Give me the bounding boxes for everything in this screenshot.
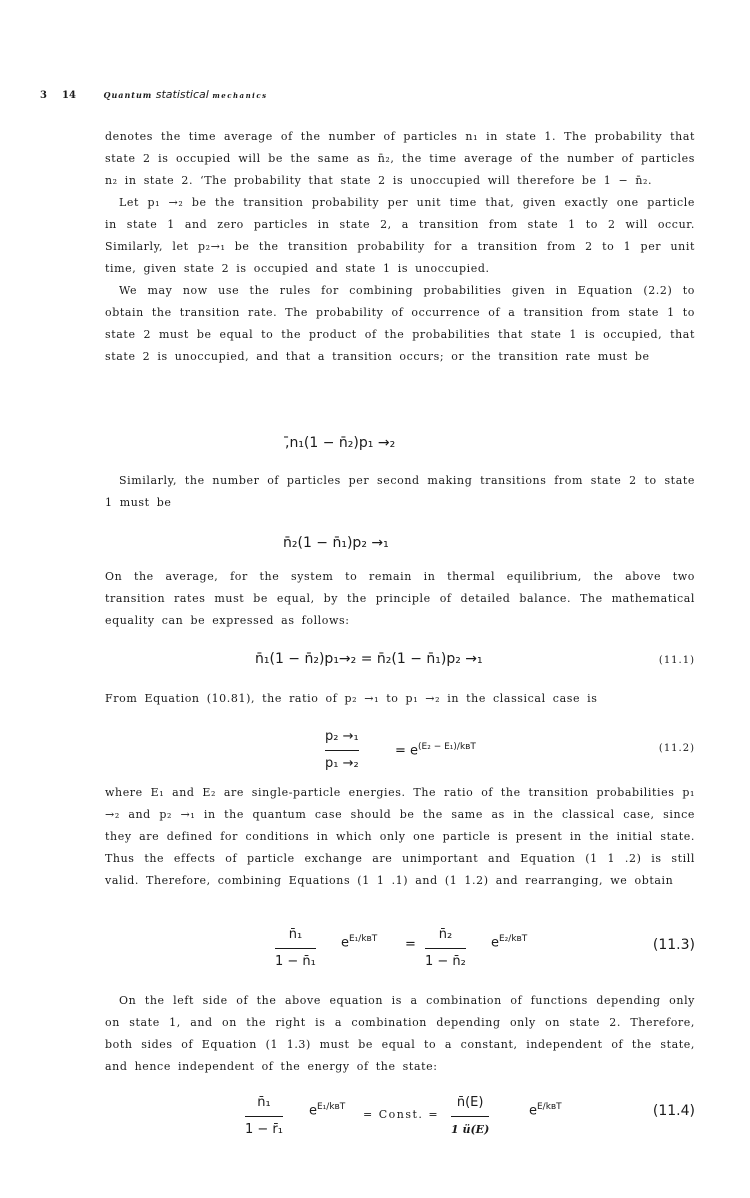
equation-11-2-numerator: p₂ →₁ <box>325 729 359 744</box>
body-text-3 <box>105 566 695 632</box>
equation-11-2-number: (11.2) <box>658 743 695 754</box>
paragraph-7: where E₁ and E₂ are single-particle energies. The ratio of the transition probabilities p₁ →₂ and p₂ →₁ in the quantum case should be the same as in the classical case, since they are defined for conditions in which only one particle is present in the initial state. Thus the effects of particle exchange are unimportant and Equation (1 1 .2) is still valid. Therefore, combining Equations (1 1 .1) and (1 1.2) and rearranging, we obtain <box>105 786 695 887</box>
equation-11-4-const: = Const. = <box>363 1108 440 1121</box>
equation-11-4-left-exp: $e^{E_1/kʙT}$ <box>309 1102 346 1119</box>
body-text-4 <box>105 688 695 710</box>
equation-11-2-fraction <box>325 726 359 775</box>
equation-11-2-rhs: = $e^{(E_2 - E_1)/kʙT}$ <box>395 742 476 759</box>
paragraph-4: Similarly, the number of particles per second making transitions from state 2 to state 1 must be <box>105 474 695 509</box>
header-title-statistical: statistical <box>155 88 209 101</box>
paragraph-5: On the average, for the system to remain in thermal equilibrium, the above two transition rates must be equal, by the principle of detailed balance. The mathematical equality can be expressed as follows: <box>105 570 695 627</box>
paragraph-6: From Equation (10.81), the ratio of p₂ →₁ to p₁ →₂ in the classical case is <box>105 692 598 705</box>
equation-11-4-right-exp: $e^{E/kʙT}$ <box>529 1102 562 1119</box>
paragraph-1: denotes the time average of the number of particles n₁ in state 1. The probability that state 2 is occupied will be the same as n̄₂, the time average of the number of particles n₂ in state 2. ‘The probability that state 2 is unoccupied will therefore be 1 − n̄₂. <box>105 130 695 187</box>
equation-11-3-block <box>105 920 695 976</box>
body-text-2 <box>105 470 695 514</box>
equation-11-3-left-fraction: n̄₁ 1 − n̄₁ <box>275 927 316 969</box>
paragraph-8: On the left side of the above equation is a combination of functions depending only on state 1, and on the right is a combination depending only on state 2. Therefore, both sides of Equation (1 1.3) must be equal to a constant, independent of the state, and hence independent of the energy of the state: <box>105 994 695 1073</box>
header-title-quantum: Quantum <box>103 90 153 100</box>
equation-11-3-number: (11.3) <box>652 937 695 953</box>
paragraph-2: Let p₁ →₂ be the transition probability per unit time that, given exactly one particle in state 1 and zero particles in state 2, a transition from state 1 to 2 will occur. Similarly, let p₂→₁ be the transition probability for a transition from 2 to 1 per unit time, given state 2 is occupied and state 1 is unoccupied. <box>105 196 695 275</box>
equation-11-2-block <box>105 722 695 772</box>
equation-rate-12: ,̄n₁(1 − n̄₂)p₁ →₂ <box>285 435 396 451</box>
page-number-b: 14 <box>62 90 76 101</box>
equation-11-3-equals: = <box>405 937 416 952</box>
running-header <box>40 88 268 101</box>
equation-rate-21-block <box>105 526 695 560</box>
equation-11-4-block <box>105 1088 695 1148</box>
page-number: 3 <box>40 90 47 101</box>
header-title-mechanics: mechanics <box>212 91 268 100</box>
equation-rate-12-block <box>105 426 695 460</box>
equation-11-1: n̄₁(1 − n̄₂)p₁→₂ = n̄₂(1 − n̄₁)p₂ →₁ <box>255 651 483 667</box>
equation-11-3-right-exp: $e^{E_2/kʙT}$ <box>491 934 528 951</box>
body-text <box>105 126 695 368</box>
equation-11-3-left-exp: $e^{E_1/kʙT}$ <box>341 934 378 951</box>
paragraph-3: We may now use the rules for combining probabilities given in Equation (2.2) to obtain the transition rate. The probability of occurrence of a transition from state 1 to state 2 must be equal to the product of the probabilities that state 1 is occupied, that state 2 is unoccupied, and that a transition occurs; or the transition rate must be <box>105 284 695 363</box>
equation-11-2-denominator: p₁ →₂ <box>325 756 359 771</box>
body-text-5 <box>105 782 695 892</box>
body-text-6 <box>105 990 695 1078</box>
equation-rate-21: n̄₂(1 − n̄₁)p₂ →₁ <box>283 535 389 551</box>
equation-11-3-right-fraction: n̄₂ 1 − n̄₂ <box>425 927 466 969</box>
equation-11-1-number: (11.1) <box>658 655 695 666</box>
equation-11-1-block <box>105 642 695 676</box>
equation-11-2-exponent: (E₂ − E₁)/kʙT <box>418 742 476 752</box>
equation-11-4-left-fraction: n̄₁ 1 − r̄₁ <box>245 1095 283 1137</box>
equation-11-4-number: (11.4) <box>652 1103 695 1119</box>
equation-11-4-right-fraction: n̄(E) 1 ü(E) <box>451 1095 490 1136</box>
